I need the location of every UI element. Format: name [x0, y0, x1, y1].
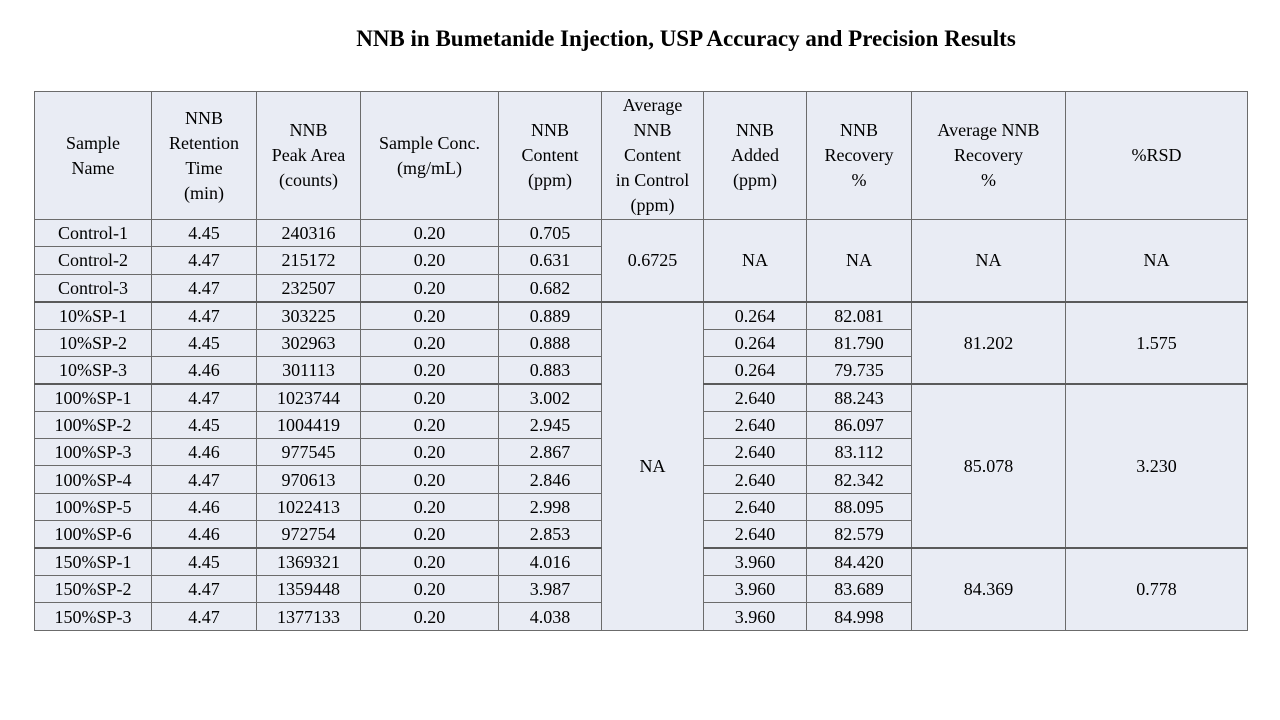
cell-sample-name: 10%SP-1	[35, 302, 152, 330]
header-peak-area: NNB Peak Area (counts)	[257, 92, 361, 220]
cell-rsd: 3.230	[1066, 384, 1248, 548]
cell-peak-area: 1369321	[257, 548, 361, 576]
cell-sample-conc: 0.20	[361, 220, 499, 247]
header-nnb-added: NNB Added (ppm)	[704, 92, 807, 220]
cell-nnb-added: 0.264	[704, 329, 807, 356]
cell-nnb-recovery: 84.420	[807, 548, 912, 576]
cell-sample-name: Control-1	[35, 220, 152, 247]
cell-nnb-content: 2.853	[499, 521, 602, 549]
header-avg-control-content: Average NNB Content in Control (ppm)	[602, 92, 704, 220]
header-nnb-recovery: NNB Recovery %	[807, 92, 912, 220]
cell-nnb-added: 0.264	[704, 356, 807, 384]
cell-retention-time: 4.46	[152, 521, 257, 549]
header-rsd: %RSD	[1066, 92, 1248, 220]
cell-peak-area: 303225	[257, 302, 361, 330]
cell-avg-recovery: NA	[912, 220, 1066, 302]
cell-peak-area: 215172	[257, 247, 361, 274]
cell-nnb-content: 0.631	[499, 247, 602, 274]
cell-avg-recovery: 85.078	[912, 384, 1066, 548]
cell-retention-time: 4.47	[152, 247, 257, 274]
cell-nnb-added: 2.640	[704, 466, 807, 493]
header-sample-conc: Sample Conc. (mg/mL)	[361, 92, 499, 220]
cell-sample-name: 150%SP-1	[35, 548, 152, 576]
cell-sample-name: 100%SP-4	[35, 466, 152, 493]
cell-sample-name: 100%SP-6	[35, 521, 152, 549]
cell-nnb-content: 0.883	[499, 356, 602, 384]
cell-nnb-recovery: 84.998	[807, 603, 912, 630]
cell-avg-recovery: 84.369	[912, 548, 1066, 630]
cell-peak-area: 240316	[257, 220, 361, 247]
cell-sample-name: 10%SP-3	[35, 356, 152, 384]
cell-sample-conc: 0.20	[361, 247, 499, 274]
cell-nnb-added: 2.640	[704, 521, 807, 549]
cell-nnb-added: 2.640	[704, 493, 807, 520]
table-row	[35, 302, 1248, 330]
cell-retention-time: 4.45	[152, 548, 257, 576]
cell-nnb-content: 0.889	[499, 302, 602, 330]
page-title: NNB in Bumetanide Injection, USP Accuracy and Precision Results	[356, 26, 1016, 51]
cell-peak-area: 1004419	[257, 411, 361, 438]
cell-retention-time: 4.47	[152, 603, 257, 630]
cell-retention-time: 4.46	[152, 439, 257, 466]
cell-retention-time: 4.47	[152, 576, 257, 603]
cell-sample-conc: 0.20	[361, 548, 499, 576]
cell-sample-conc: 0.20	[361, 384, 499, 412]
cell-nnb-added: 2.640	[704, 439, 807, 466]
cell-sample-name: Control-2	[35, 247, 152, 274]
cell-retention-time: 4.45	[152, 411, 257, 438]
cell-nnb-recovery: NA	[807, 220, 912, 302]
cell-rsd: NA	[1066, 220, 1248, 302]
cell-nnb-recovery: 86.097	[807, 411, 912, 438]
cell-nnb-content: 2.846	[499, 466, 602, 493]
cell-nnb-recovery: 83.689	[807, 576, 912, 603]
cell-avg-recovery: 81.202	[912, 302, 1066, 384]
header-avg-recovery: Average NNB Recovery %	[912, 92, 1066, 220]
cell-nnb-added: 3.960	[704, 576, 807, 603]
cell-sample-name: Control-3	[35, 274, 152, 302]
cell-nnb-recovery: 82.342	[807, 466, 912, 493]
cell-peak-area: 1022413	[257, 493, 361, 520]
cell-nnb-added: 0.264	[704, 302, 807, 330]
cell-nnb-content: 0.682	[499, 274, 602, 302]
cell-peak-area: 1359448	[257, 576, 361, 603]
cell-nnb-recovery: 88.243	[807, 384, 912, 412]
cell-avg-control-content: 0.6725	[602, 220, 704, 302]
header-sample-name: Sample Name	[35, 92, 152, 220]
cell-nnb-added: 2.640	[704, 384, 807, 412]
cell-retention-time: 4.47	[152, 274, 257, 302]
cell-sample-name: 100%SP-5	[35, 493, 152, 520]
cell-nnb-recovery: 81.790	[807, 329, 912, 356]
cell-nnb-added: 3.960	[704, 603, 807, 630]
cell-retention-time: 4.47	[152, 384, 257, 412]
cell-rsd: 1.575	[1066, 302, 1248, 384]
cell-nnb-content: 0.705	[499, 220, 602, 247]
cell-sample-conc: 0.20	[361, 411, 499, 438]
cell-nnb-content: 2.945	[499, 411, 602, 438]
cell-peak-area: 977545	[257, 439, 361, 466]
header-retention-time: NNB Retention Time (min)	[152, 92, 257, 220]
cell-nnb-recovery: 79.735	[807, 356, 912, 384]
cell-nnb-recovery: 82.081	[807, 302, 912, 330]
cell-sample-conc: 0.20	[361, 356, 499, 384]
cell-retention-time: 4.47	[152, 302, 257, 330]
cell-sample-conc: 0.20	[361, 329, 499, 356]
cell-rsd: 0.778	[1066, 548, 1248, 630]
cell-sample-name: 150%SP-2	[35, 576, 152, 603]
cell-sample-conc: 0.20	[361, 493, 499, 520]
cell-sample-conc: 0.20	[361, 603, 499, 630]
cell-retention-time: 4.46	[152, 493, 257, 520]
cell-peak-area: 1377133	[257, 603, 361, 630]
cell-nnb-content: 3.987	[499, 576, 602, 603]
cell-nnb-added: 3.960	[704, 548, 807, 576]
cell-sample-conc: 0.20	[361, 302, 499, 330]
results-table-container	[34, 91, 1248, 631]
cell-nnb-recovery: 88.095	[807, 493, 912, 520]
cell-nnb-added: 2.640	[704, 411, 807, 438]
cell-peak-area: 302963	[257, 329, 361, 356]
cell-sample-conc: 0.20	[361, 274, 499, 302]
cell-nnb-content: 2.867	[499, 439, 602, 466]
cell-sample-name: 100%SP-1	[35, 384, 152, 412]
cell-peak-area: 972754	[257, 521, 361, 549]
cell-retention-time: 4.45	[152, 220, 257, 247]
cell-nnb-content: 3.002	[499, 384, 602, 412]
cell-nnb-content: 0.888	[499, 329, 602, 356]
cell-sample-conc: 0.20	[361, 439, 499, 466]
cell-peak-area: 1023744	[257, 384, 361, 412]
cell-retention-time: 4.45	[152, 329, 257, 356]
cell-peak-area: 301113	[257, 356, 361, 384]
cell-sample-conc: 0.20	[361, 521, 499, 549]
cell-sample-name: 100%SP-3	[35, 439, 152, 466]
cell-retention-time: 4.47	[152, 466, 257, 493]
header-row	[35, 92, 1248, 220]
cell-sample-name: 150%SP-3	[35, 603, 152, 630]
cell-nnb-added: NA	[704, 220, 807, 302]
cell-sample-name: 100%SP-2	[35, 411, 152, 438]
cell-nnb-recovery: 82.579	[807, 521, 912, 549]
cell-peak-area: 232507	[257, 274, 361, 302]
cell-retention-time: 4.46	[152, 356, 257, 384]
cell-nnb-recovery: 83.112	[807, 439, 912, 466]
header-nnb-content: NNB Content (ppm)	[499, 92, 602, 220]
cell-nnb-content: 4.038	[499, 603, 602, 630]
cell-nnb-content: 2.998	[499, 493, 602, 520]
cell-sample-conc: 0.20	[361, 466, 499, 493]
table-row	[35, 220, 1248, 247]
cell-avg-control-content: NA	[602, 302, 704, 631]
cell-peak-area: 970613	[257, 466, 361, 493]
results-table	[34, 91, 1248, 631]
cell-sample-conc: 0.20	[361, 576, 499, 603]
cell-sample-name: 10%SP-2	[35, 329, 152, 356]
cell-nnb-content: 4.016	[499, 548, 602, 576]
